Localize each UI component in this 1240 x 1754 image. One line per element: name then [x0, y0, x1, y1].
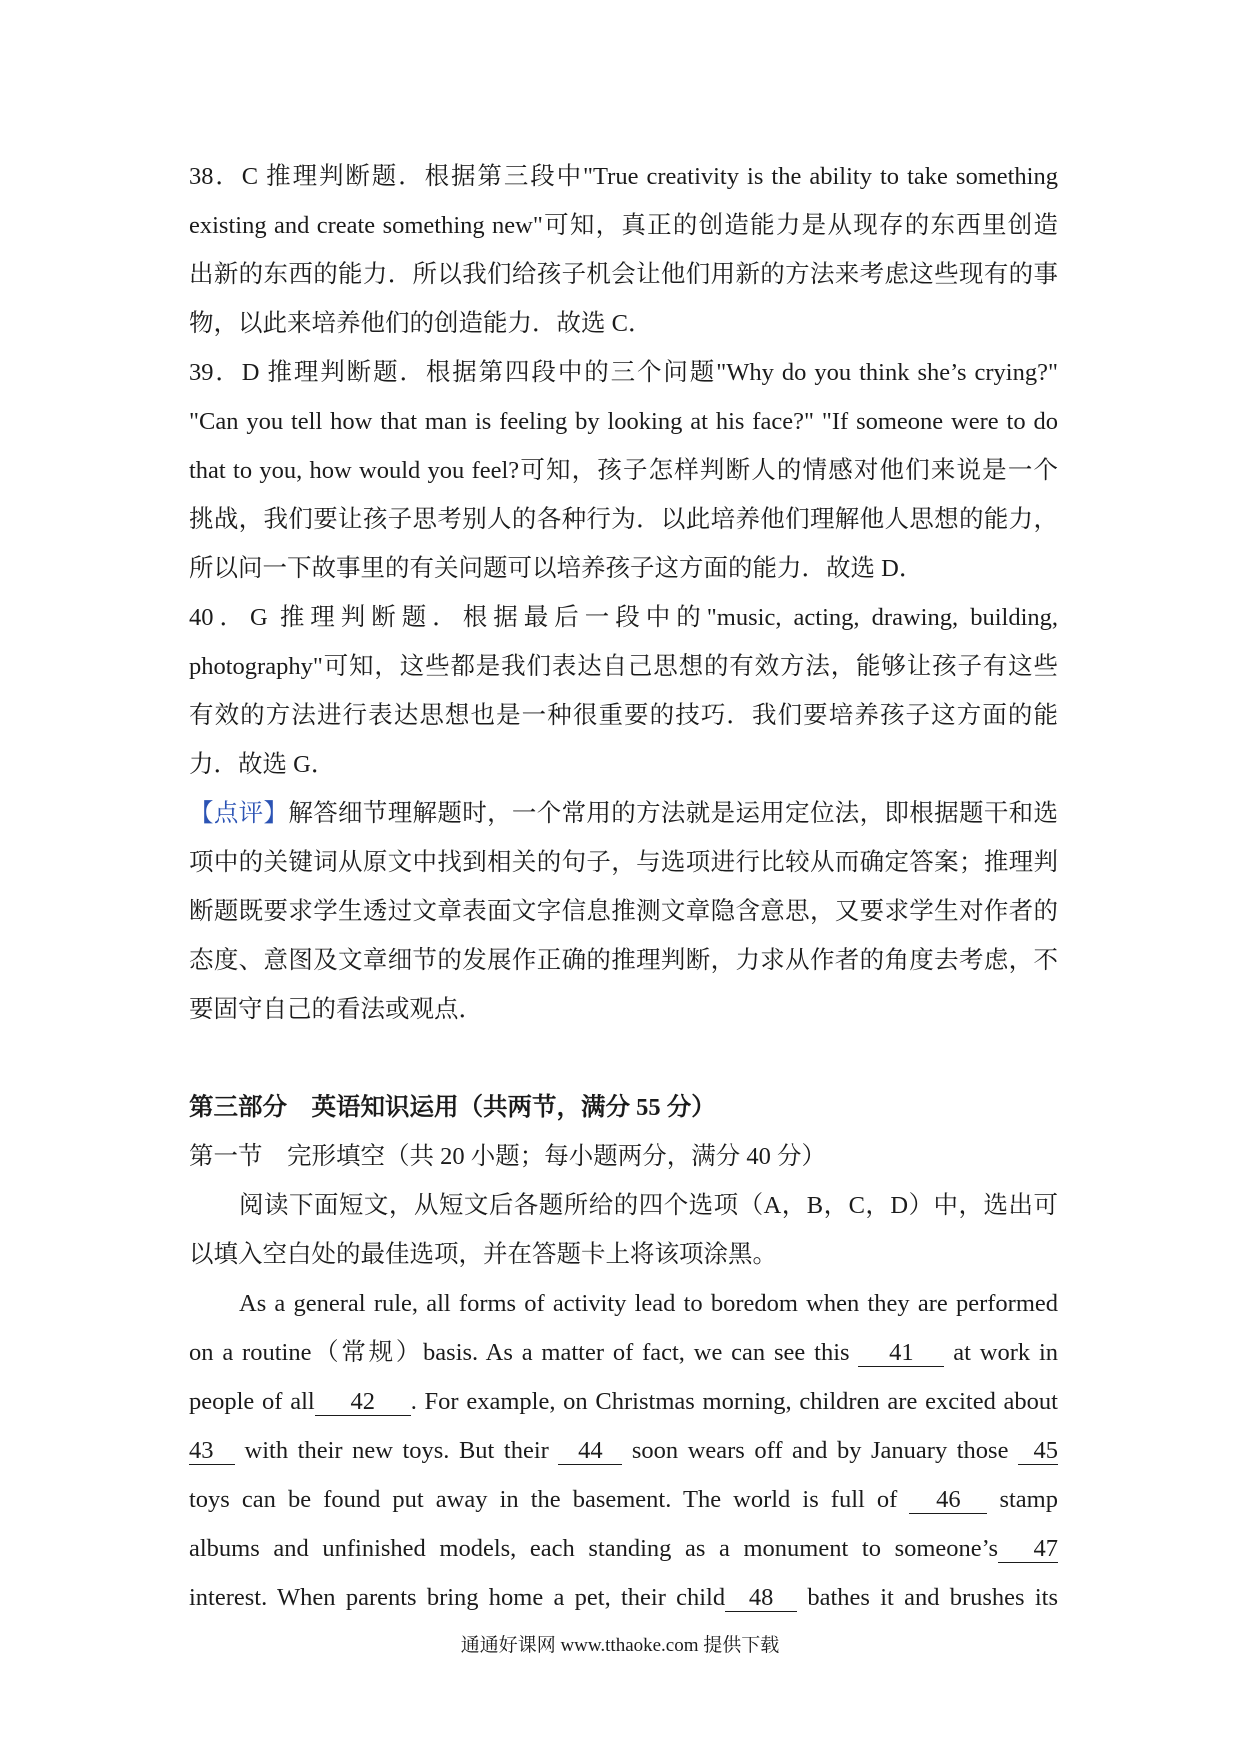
passage-line — [189, 1426, 1058, 1475]
passage-line — [189, 1377, 1058, 1426]
answer-line: 38．C 推理判断题．根据第三段中"True creativity is the ability to take something — [189, 163, 1058, 190]
blank-41: 41 — [858, 1340, 944, 1367]
section-heading: 第三部分 英语知识运用（共两节，满分 55 分） — [189, 1094, 716, 1121]
answer-line: 出新的东西的能力．所以我们给孩子机会让他们用新的方法来考虑这些现有的事 — [189, 261, 1058, 288]
passage-text: with their new toys. But their — [235, 1437, 559, 1464]
instructions — [189, 1181, 1058, 1279]
answer-line: 挑战，我们要让孩子思考别人的各种行为．以此培养他们理解他人思想的能力， — [189, 506, 1058, 533]
comment-text: 解答细节理解题时，一个常用的方法就是运用定位法，即根据题干和选 — [288, 800, 1058, 827]
blank-45: 45 — [1018, 1438, 1058, 1465]
answer-line: 40．G 推理判断题．根据最后一段中的"music, acting, drawing, building, — [189, 604, 1058, 631]
answer-39 — [189, 348, 1058, 593]
passage-text: soon wears off and by January those — [622, 1437, 1018, 1464]
answer-line: photography"可知，这些都是我们表达自己思想的有效方法，能够让孩子有这些 — [189, 653, 1058, 680]
comment-line: 要固守自己的看法或观点． — [189, 996, 483, 1023]
answer-line: 39．D 推理判断题．根据第四段中的三个问题"Why do you think she’s crying?" — [189, 359, 1058, 386]
blank-43: 43 — [189, 1438, 235, 1465]
comment-block — [189, 789, 1058, 1034]
blank-48: 48 — [725, 1585, 797, 1612]
answer-line: "Can you tell how that man is feeling by looking at his face?" "If someone were to do — [189, 408, 1058, 435]
answer-38 — [189, 152, 1058, 348]
answer-line: 物，以此来培养他们的创造能力．故选 C． — [189, 310, 653, 337]
answer-line: existing and create something new"可知，真正的创造能力是从现存的东西里创造 — [189, 212, 1058, 239]
passage-text: on a routine（常规）basis. As a matter of fact, we can see this — [189, 1339, 859, 1366]
blank-47: 47 — [998, 1536, 1058, 1563]
passage-text: As a general rule, all forms of activity lead to boredom when they are performed — [239, 1290, 1058, 1317]
passage-text: . For example, on Christmas morning, children are excited about — [410, 1388, 1058, 1415]
blank-42: 42 — [315, 1389, 411, 1416]
passage-text: bathes it and brushes its — [797, 1584, 1058, 1611]
answer-line: 所以问一下故事里的有关问题可以培养孩子这方面的能力．故选 D． — [189, 555, 924, 582]
passage-text: albums and unfinished models, each standing as a monument to someone’s — [189, 1535, 998, 1562]
text-column — [189, 152, 1058, 1622]
comment-line: 项中的关键词从原文中找到相关的句子，与选项进行比较从而确定答案；推理判 — [189, 849, 1058, 876]
blank-44: 44 — [558, 1438, 622, 1465]
passage-text: at work in — [944, 1339, 1058, 1366]
passage-line — [189, 1524, 1058, 1573]
comment-line: 态度、意图及文章细节的发展作正确的推理判断，力求从作者的角度去考虑，不 — [189, 947, 1058, 974]
answer-40 — [189, 593, 1058, 789]
cloze-passage — [189, 1279, 1058, 1622]
comment-line: 断题既要求学生透过文章表面文字信息推测文章隐含意思，又要求学生对作者的 — [189, 898, 1058, 925]
passage-line — [189, 1279, 1058, 1328]
answer-line: 力．故选 G． — [189, 751, 336, 778]
answer-line: 有效的方法进行表达思想也是一种很重要的技巧．我们要培养孩子这方面的能 — [189, 702, 1058, 729]
passage-text: stamp — [987, 1486, 1058, 1513]
passage-line — [189, 1328, 1058, 1377]
passage-line — [189, 1573, 1058, 1622]
comment-label: 【点评】 — [189, 800, 289, 827]
instructions-line: 以填入空白处的最佳选项，并在答题卡上将该项涂黑。 — [189, 1241, 777, 1268]
instructions-line: 阅读下面短文，从短文后各题所给的四个选项（A，B，C，D）中，选出可 — [239, 1192, 1058, 1219]
passage-text: people of all — [189, 1388, 315, 1415]
page-footer: 通通好课网 www.tthaoke.com 提供下载 — [460, 1635, 780, 1656]
blank-46: 46 — [909, 1487, 987, 1514]
passage-text: interest. When parents bring home a pet, their child — [189, 1584, 726, 1611]
passage-text: toys can be found put away in the basement. The world is full of — [189, 1486, 910, 1513]
passage-line — [189, 1475, 1058, 1524]
subsection-heading: 第一节 完形填空（共 20 小题；每小题两分，满分 40 分） — [189, 1143, 826, 1170]
comment-line — [189, 789, 1058, 838]
answer-line: that to you, how would you feel?可知，孩子怎样判断人的情感对他们来说是一个 — [189, 457, 1058, 484]
section-spacer — [189, 1034, 1058, 1083]
